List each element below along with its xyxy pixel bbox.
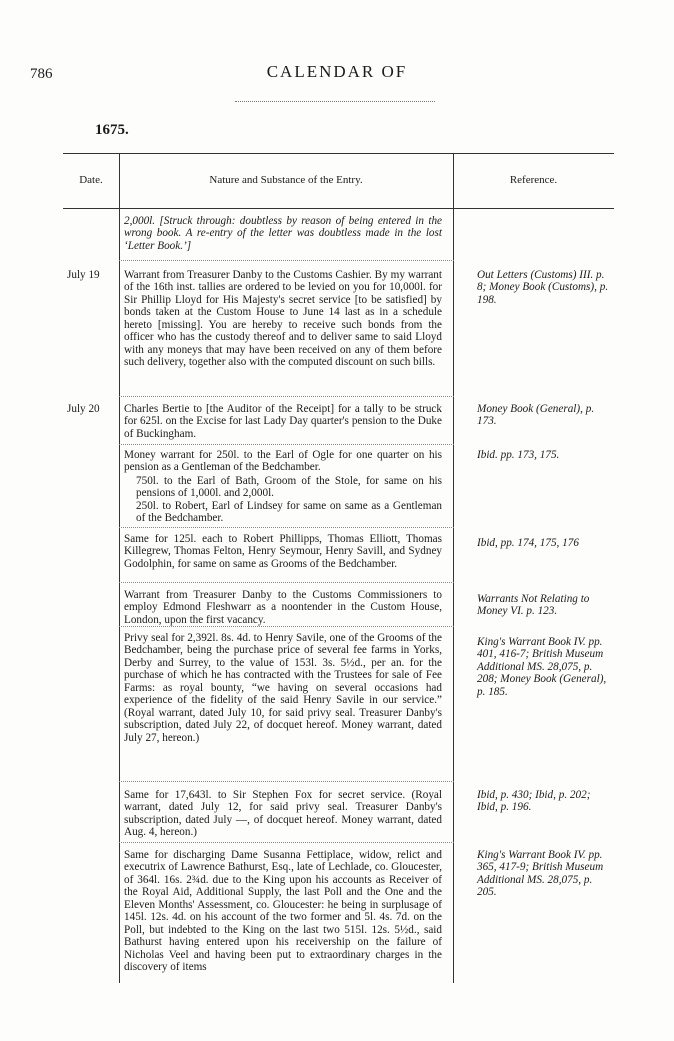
entry-nature: Same for 125l. each to Robert Phillipps, Thomas Elliott, Thomas Killegrew, Thomas Felton, Henry Seymour, Henry Savill, and Sydney Godolphin, for same on same as Grooms of the Bedchamber. — [124, 533, 442, 570]
page-number: 786 — [30, 66, 53, 82]
entry-divider — [119, 396, 454, 397]
entry-divider — [119, 527, 454, 528]
entry-nature: Same for discharging Dame Susanna Fettiplace, widow, relict and executrix of Lawrence Bathurst, Esq., late of Lechlade, co. Gloucester, of 364l. 16s. 2¾d. due to the King upon his accounts as Receiver of the Royal Aid, Additional Supply, the last Poll and the One and the Eleven Months' Assessment, co. Gloucester: he being in surplusage of 145l. 12s. 4d. on his account of the two former and 5l. 4s. 7d. on the Poll, but indebted to the King on the last two 515l. 12s. 5½d., said Bathurst having entered upon his receivership on the failure of Nicholas Veel and having been put to extraordinary charges in the discovery of items — [124, 849, 442, 974]
year-heading: 1675. — [95, 122, 129, 138]
title-rule — [235, 101, 435, 102]
entry-nature: Warrant from Treasurer Danby to the Customs Commissioners to employ Edmond Fleshwarr as a noontender in the Custom House, London, upon the first vacancy. — [124, 589, 442, 626]
reference-column-rule — [453, 153, 454, 983]
entry-reference: King's Warrant Book IV. pp. 365, 417-9; British Museum Additional MS. 28,075, p. 205. — [477, 849, 604, 899]
entry-divider — [119, 626, 454, 627]
entry-nature: Same for 17,643l. to Sir Stephen Fox for secret service. (Royal warrant, dated July 12, for said privy seal. Treasurer Danby's subscription, dated July —, of docquet hereof. Money warrant, dated Aug. 4, hereon.) — [124, 789, 442, 839]
entry-reference: Out Letters (Customs) III. p. 8; Money Book (Customs), p. 198. — [477, 269, 609, 306]
entry-divider — [119, 781, 454, 782]
running-title: CALENDAR OF — [266, 62, 408, 81]
entry-reference: Ibid, pp. 174, 175, 176 — [477, 537, 579, 549]
entry-divider — [119, 260, 454, 261]
entry-reference: Money Book (General), p. 173. — [477, 403, 595, 428]
entry-nature: 2,000l. [Struck through: doubtless by reason of being entered in the wrong book. A re-entry of the letter was doubtless made in the lost ‘Letter Book.’] — [124, 215, 442, 252]
entry-reference: Warrants Not Relating to Money VI. p. 123. — [477, 593, 590, 618]
date-column-header: Date. — [79, 174, 103, 186]
entry-sub-item: 250l. to Robert, Earl of Lindsey for same on same as a Gentleman of the Bedchamber. — [136, 500, 442, 525]
entry-divider — [119, 582, 454, 583]
entry-divider — [119, 842, 454, 843]
entry-date: July 19 — [67, 269, 100, 281]
entry-nature: Privy seal for 2,392l. 8s. 4d. to Henry Savile, one of the Grooms of the Bedchamber, being the purchase price of several fee farms in Yorks, Derby and Surrey, to the value of 153l. 3s. 5½d., per an. for the purchase of which he has contracted with the Trustees for sale of Fee Farms: as royal bounty, “we having on several occasions had experience of the fidelity of the said Henry Savile in our service.” (Royal warrant, dated July 10, for said privy seal. Treasurer Danby's subscription, dated July 22, of docquet hereof. Money warrant, dated July 27, hereon.) — [124, 632, 442, 744]
entry-divider — [119, 444, 454, 445]
entry-date: July 20 — [67, 403, 100, 415]
entry-reference: Ibid, p. 430; Ibid, p. 202; Ibid, p. 196. — [477, 789, 591, 814]
entry-reference: Ibid. pp. 173, 175. — [477, 449, 560, 461]
ledger-table — [63, 153, 614, 983]
entry-nature: Charles Bertie to [the Auditor of the Receipt] for a tally to be struck for 625l. on the Excise for last Lady Day quarter's pension to the Duke of Buckingham. — [124, 403, 442, 440]
nature-column-header: Nature and Substance of the Entry. — [209, 174, 363, 186]
entry-reference: King's Warrant Book IV. pp. 401, 416-7; British Museum Additional MS. 28,075, p. 208; Money Book (General), p. 185. — [477, 636, 607, 698]
reference-column-header: Reference. — [509, 174, 558, 186]
header-bottom-rule — [63, 208, 614, 209]
entry-sub-item: 750l. to the Earl of Bath, Groom of the Stole, for same on his pensions of 1,000l. and 2,000l. — [136, 475, 442, 500]
entry-nature: Warrant from Treasurer Danby to the Customs Cashier. By my warrant of the 16th inst. tallies are ordered to be levied on you for 10,000l. for Sir Phillip Lloyd for His Majesty's secret service [to be satisfied] by bonds taken at the Custom House to June 14 last as in a schedule hereto [missing]. You are hereby to receive such bonds from the officer who has the custody thereof and to deliver same to said Lloyd with any moneys that may have been received on any of them before such delivery, together also with the computed discount on such bills. — [124, 269, 442, 369]
entry-nature: Money warrant for 250l. to the Earl of Ogle for one quarter on his pension as a Gentleman of the Bedchamber. — [124, 449, 442, 474]
